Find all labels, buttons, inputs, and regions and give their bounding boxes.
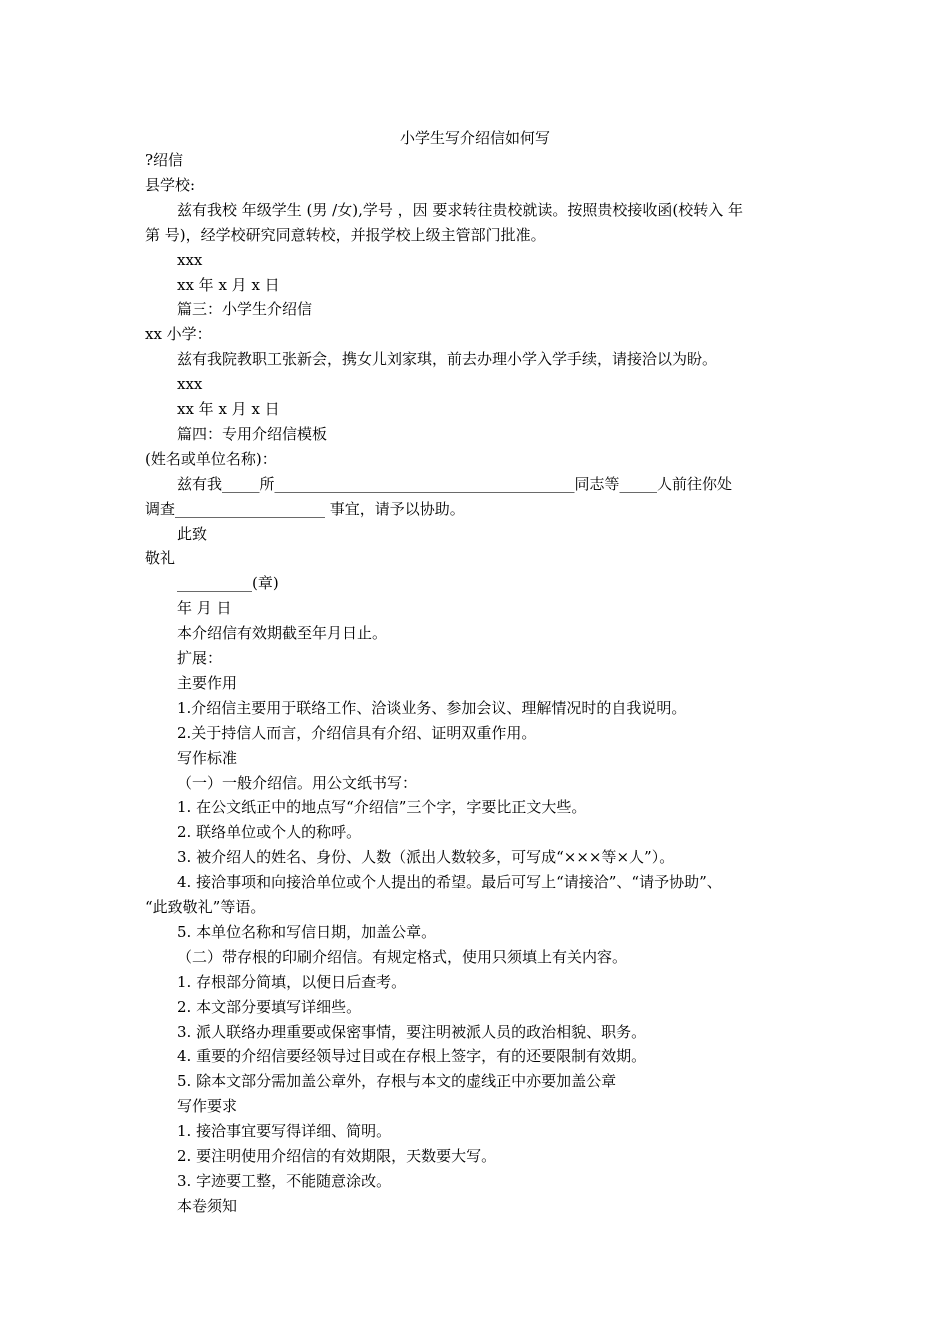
paragraph-line: （一）一般介绍信。用公文纸书写： xyxy=(177,773,418,792)
paragraph-line: 兹有我院教职工张新会，携女儿刘家琪，前去办理小学入学手续，请接洽以为盼。 xyxy=(177,350,718,369)
paragraph-line: ?绍信 xyxy=(145,151,184,169)
paragraph-line: xx 小学： xyxy=(145,325,212,344)
paragraph-line: 1. 接洽事宜要写得详细、简明。 xyxy=(177,1122,392,1141)
paragraph-line: 调查____________________ 事宜，请予以协助。 xyxy=(145,499,465,518)
paragraph-line: 4. 重要的介绍信要经领导过目或在存根上签字，有的还要限制有效期。 xyxy=(177,1047,647,1066)
paragraph-line: xx 年 x 月 x 日 xyxy=(177,400,280,418)
document-title: 小学生写介绍信如何写 xyxy=(399,129,550,147)
paragraph-line: 1. 在公文纸正中的地点写“介绍信”三个字，字要比正文大些。 xyxy=(177,798,587,817)
paragraph-line: 主要作用 xyxy=(177,673,238,692)
paragraph-line: __________(章) xyxy=(177,574,279,593)
paragraph-line: 3. 被介绍人的姓名、身份、人数（派出人数较多，可写成“×××等×人”）。 xyxy=(177,848,675,867)
paragraph-line: 2. 联络单位或个人的称呼。 xyxy=(177,823,362,842)
paragraph-line: 此致 xyxy=(177,524,208,543)
paragraph-line: 本卷须知 xyxy=(177,1196,238,1215)
paragraph-line: (姓名或单位名称)： xyxy=(145,449,277,468)
paragraph-line: 篇四：专用介绍信模板 xyxy=(177,424,328,443)
paragraph-line: （二）带存根的印刷介绍信。有规定格式，使用只须填上有关内容。 xyxy=(177,947,628,966)
paragraph-line: 1. 存根部分简填，以便日后查考。 xyxy=(177,972,407,991)
paragraph-line: 写作标准 xyxy=(177,748,238,767)
paragraph-line: 2. 要注明使用介绍信的有效期限，天数要大写。 xyxy=(177,1147,497,1165)
paragraph-line: 兹有我_____所________________________________________同志等_____人前往你处 xyxy=(177,474,733,493)
paragraph-line: 第 号)，经学校研究同意转校，并报学校上级主管部门批准。 xyxy=(145,225,546,244)
paragraph-line: 篇三：小学生介绍信 xyxy=(177,300,313,319)
paragraph-line: 1.介绍信主要用于联络工作、洽谈业务、参加会议、理解情况时的自我说明。 xyxy=(177,698,687,717)
paragraph-line: xxx xyxy=(177,375,203,394)
paragraph-line: 5. 本单位名称和写信日期，加盖公章。 xyxy=(177,922,437,941)
paragraph-line: 2.关于持信人而言，介绍信具有介绍、证明双重作用。 xyxy=(177,723,537,742)
paragraph-line: 2. 本文部分要填写详细些。 xyxy=(177,997,362,1016)
paragraph-line: 5. 除本文部分需加盖公章外，存根与本文的虚线正中亦要加盖公章 xyxy=(177,1072,617,1091)
paragraph-line: 3. 派人联络办理重要或保密事情，要注明被派人员的政治相貌、职务。 xyxy=(177,1022,647,1041)
paragraph-line: 3. 字迹要工整，不能随意涂改。 xyxy=(177,1171,392,1190)
paragraph-line: 扩展： xyxy=(177,649,223,667)
paragraph-line: 本介绍信有效期截至年月日止。 xyxy=(177,624,388,643)
paragraph-line: “此致敬礼”等语。 xyxy=(145,898,266,916)
paragraph-line: 县学校: xyxy=(145,175,196,194)
paragraph-line: 4. 接洽事项和向接洽单位或个人提出的希望。最后可写上“请接洽”、“请予协助”、 xyxy=(177,873,722,892)
paragraph-line: 写作要求 xyxy=(177,1097,238,1116)
paragraph-line: 敬礼 xyxy=(145,549,176,568)
paragraph-line: xxx xyxy=(177,250,203,269)
paragraph-line: 年 月 日 xyxy=(177,599,232,618)
paragraph-line: 兹有我校 年级学生 (男 /女),学号 ，因 要求转往贵校就读。按照贵校接收函(校转入 年 xyxy=(177,200,743,219)
paragraph-line: xx 年 x 月 x 日 xyxy=(177,275,280,294)
